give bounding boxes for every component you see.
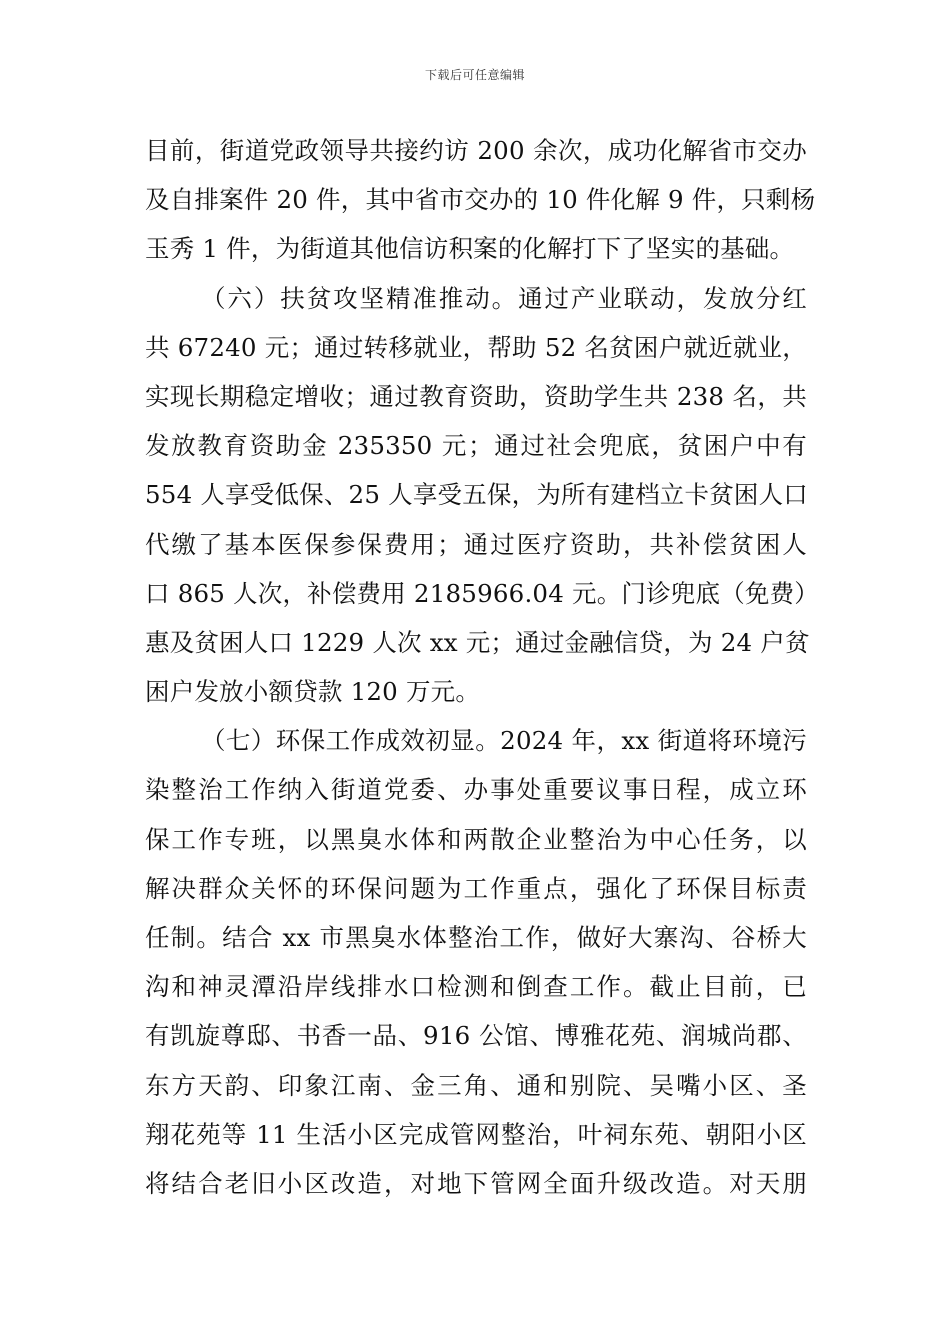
text-line: 发放教育资助金 235350 元；通过社会兜底，贫困户中有 xyxy=(145,431,807,461)
text-line: 目前，街道党政领导共接约访 200 余次，成功化解省市交办 xyxy=(145,136,807,165)
paragraph-poverty-alleviation xyxy=(145,274,819,717)
page-header: 下载后可任意编辑 xyxy=(424,68,525,82)
text-line: 将结合老旧小区改造，对地下管网全面升级改造。对天朋 xyxy=(145,1168,807,1198)
text-line: 554 人享受低保、25 人享受五保，为所有建档立卡贫困人口 xyxy=(145,480,809,510)
text-line: 共 67240 元；通过转移就业，帮助 52 名贫困户就近就业， xyxy=(145,332,807,362)
text-line: 玉秀 1 件，为街道其他信访积案的化解打下了坚实的基础。 xyxy=(145,234,795,264)
paragraph-environmental-protection xyxy=(145,716,807,1208)
text-line: 染整治工作纳入街道党委、办事处重要议事日程，成立环 xyxy=(145,775,807,805)
text-line: 保工作专班，以黑臭水体和两散企业整治为中心任务，以 xyxy=(145,824,807,854)
text-line: 及自排案件 20 件，其中省市交办的 10 件化解 9 件，只剩杨 xyxy=(145,185,816,215)
text-line: 口 865 人次，补偿费用 2185966.04 元。门诊兜底（免费） xyxy=(145,578,819,608)
text-line: 沟和神灵潭沿岸线排水口检测和倒查工作。截止目前，已 xyxy=(145,972,807,1002)
text-line: 有凯旋尊邸、书香一品、916 公馆、博雅花苑、润城尚郡、 xyxy=(145,1021,807,1051)
text-line: 任制。结合 xx 市黑臭水体整治工作，做好大寨沟、谷桥大 xyxy=(145,923,807,952)
text-line: 代缴了基本医保参保费用；通过医疗资助，共补偿贫困人 xyxy=(145,529,807,559)
text-line: 东方天韵、印象江南、金三角、通和别院、吴嘴小区、圣 xyxy=(145,1070,807,1100)
document-body xyxy=(145,126,819,1208)
paragraph-petition xyxy=(145,126,816,274)
text-line: （六）扶贫攻坚精准推动。通过产业联动，发放分红 xyxy=(201,283,807,313)
text-line: 解决群众关怀的环保问题为工作重点，强化了环保目标责 xyxy=(145,873,807,903)
text-line: 实现长期稳定增收；通过教育资助，资助学生共 238 名，共 xyxy=(145,381,807,411)
text-line: （七）环保工作成效初显。2024 年，xx 街道将环境污 xyxy=(201,726,807,756)
text-line: 惠及贫困人口 1229 人次 xx 元；通过金融信贷，为 24 户贫 xyxy=(145,627,810,657)
text-line: 困户发放小额贷款 120 万元。 xyxy=(145,677,481,707)
text-line: 翔花苑等 11 生活小区完成管网整治，叶祠东苑、朝阳小区 xyxy=(145,1119,807,1149)
